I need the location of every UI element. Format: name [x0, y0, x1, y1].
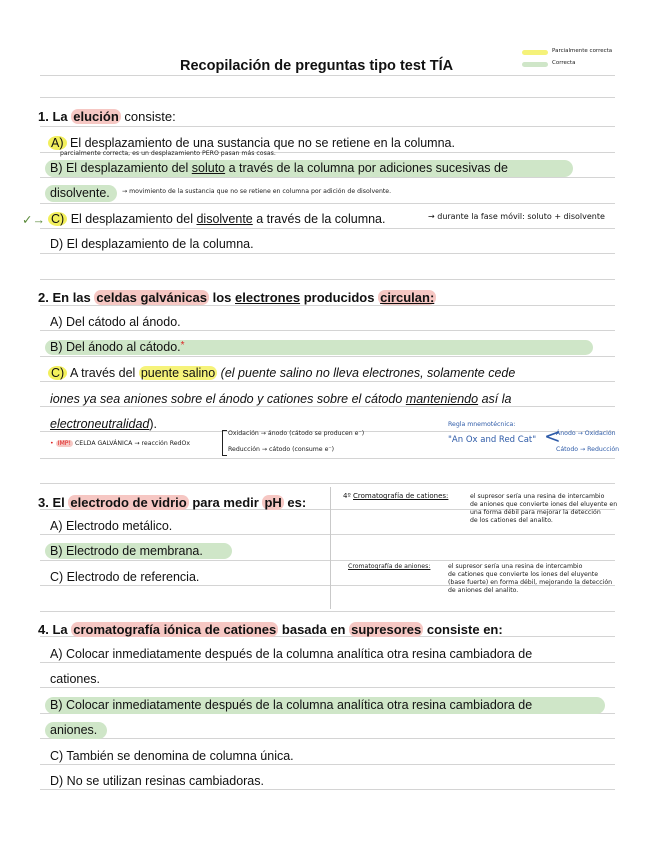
side-note-anions: el supresor sería una resina de intercambio de cationes que convierte los iones del eluyente (base fuerte) en forma débil, mejorando la detección de aniones del analito. [448, 563, 613, 594]
question-1: 1. La elución consiste: [38, 109, 176, 124]
q2-rule-catodo: Cátodo → Reducción [556, 446, 620, 453]
side-note-label: 4º Cromatografía de cationes: [343, 492, 449, 500]
q1-option-c: C) El desplazamiento del disolvente a través de la columna. [48, 212, 386, 226]
q2-option-c-line3: electroneutralidad). [50, 417, 158, 431]
q3-option-b: B) Electrodo de membrana. [50, 544, 203, 558]
q3-option-a: A) Electrodo metálico. [50, 519, 173, 533]
q2-option-c-line2: iones ya sea aniones sobre el ánodo y cationes sobre el cátodo manteniendo así la [50, 392, 512, 406]
legend-label-partial: Parcialmente correcta [552, 48, 613, 54]
q2-note-ox: Oxidación → ánodo (cátodo se producen e⁻) [228, 430, 365, 437]
q2-rule-text: "An Ox and Red Cat" [448, 435, 537, 445]
q4-option-b: B) Colocar inmediatamente después de la columna analítica otra resina cambiadora de [50, 698, 533, 712]
q1-option-b: B) El desplazamiento del soluto a través de la columna por adiciones sucesivas de [50, 161, 508, 175]
q2-note-red: Reducción → cátodo (consume e⁻) [228, 446, 335, 453]
q2-option-c: C) A través del puente salino (el puente salino no lleva electrones, solamente cede [48, 366, 515, 380]
legend-swatch-partial [522, 50, 548, 55]
question-3: 3. El electrodo de vidrio para medir pH es: [38, 495, 307, 510]
legend-label-correct: Correcta [552, 60, 576, 66]
q1-option-a-note: parcialmente correcta, es un desplazamiento PERO pasan más cosas. [60, 150, 276, 157]
side-note-anions-title: Cromatografía de aniones: [348, 563, 431, 570]
q2-rule-title: Regla mnemotécnica: [448, 421, 516, 428]
q1-option-d: D) El desplazamiento de la columna. [50, 237, 254, 251]
q1-option-b-note: → movimiento de la sustancia que no se retiene en columna por adición de disolvente. [122, 188, 392, 195]
q1-option-c-note: → durante la fase móvil: soluto + disolvente [428, 212, 605, 221]
q4-option-a-line2: cationes. [50, 672, 101, 686]
q4-option-d: D) No se utilizan resinas cambiadoras. [50, 774, 264, 788]
legend-swatch-correct [522, 62, 548, 67]
question-2: 2. En las celdas galvánicas los electrones producidos circulan: [38, 290, 435, 305]
q4-option-a: A) Colocar inmediatamente después de la columna analítica otra resina cambiadora de [50, 647, 533, 661]
question-4: 4. La cromatografía iónica de cationes basada en supresores consiste en: [38, 622, 503, 637]
q1-correct-mark: ✓→ [22, 213, 45, 227]
q2-option-a: A) Del cátodo al ánodo. [50, 315, 181, 329]
q2-option-b: B) Del ánodo al cátodo.* [50, 340, 185, 354]
q2-rule-anodo: Ánodo → Oxidación [556, 430, 616, 437]
q4-option-b-line2: aniones. [50, 723, 98, 737]
q3-option-c: C) Electrodo de referencia. [50, 570, 200, 584]
side-note-cations: el supresor sería una resina de intercambio de aniones que convierte iones del eluyente en una forma débil para mejorar la detección de los cationes del analito. [470, 493, 618, 524]
q2-note-celda: • IMP! CELDA GALVÁNICA → reacción RedOx [50, 440, 190, 447]
q4-option-c: C) También se denomina de columna única. [50, 749, 294, 763]
q1-option-b-line2: disolvente. [50, 186, 110, 200]
q1-option-a: A) El desplazamiento de una sustancia que no se retiene en la columna. [48, 136, 455, 150]
page-title: Recopilación de preguntas tipo test TÍA [180, 58, 454, 74]
